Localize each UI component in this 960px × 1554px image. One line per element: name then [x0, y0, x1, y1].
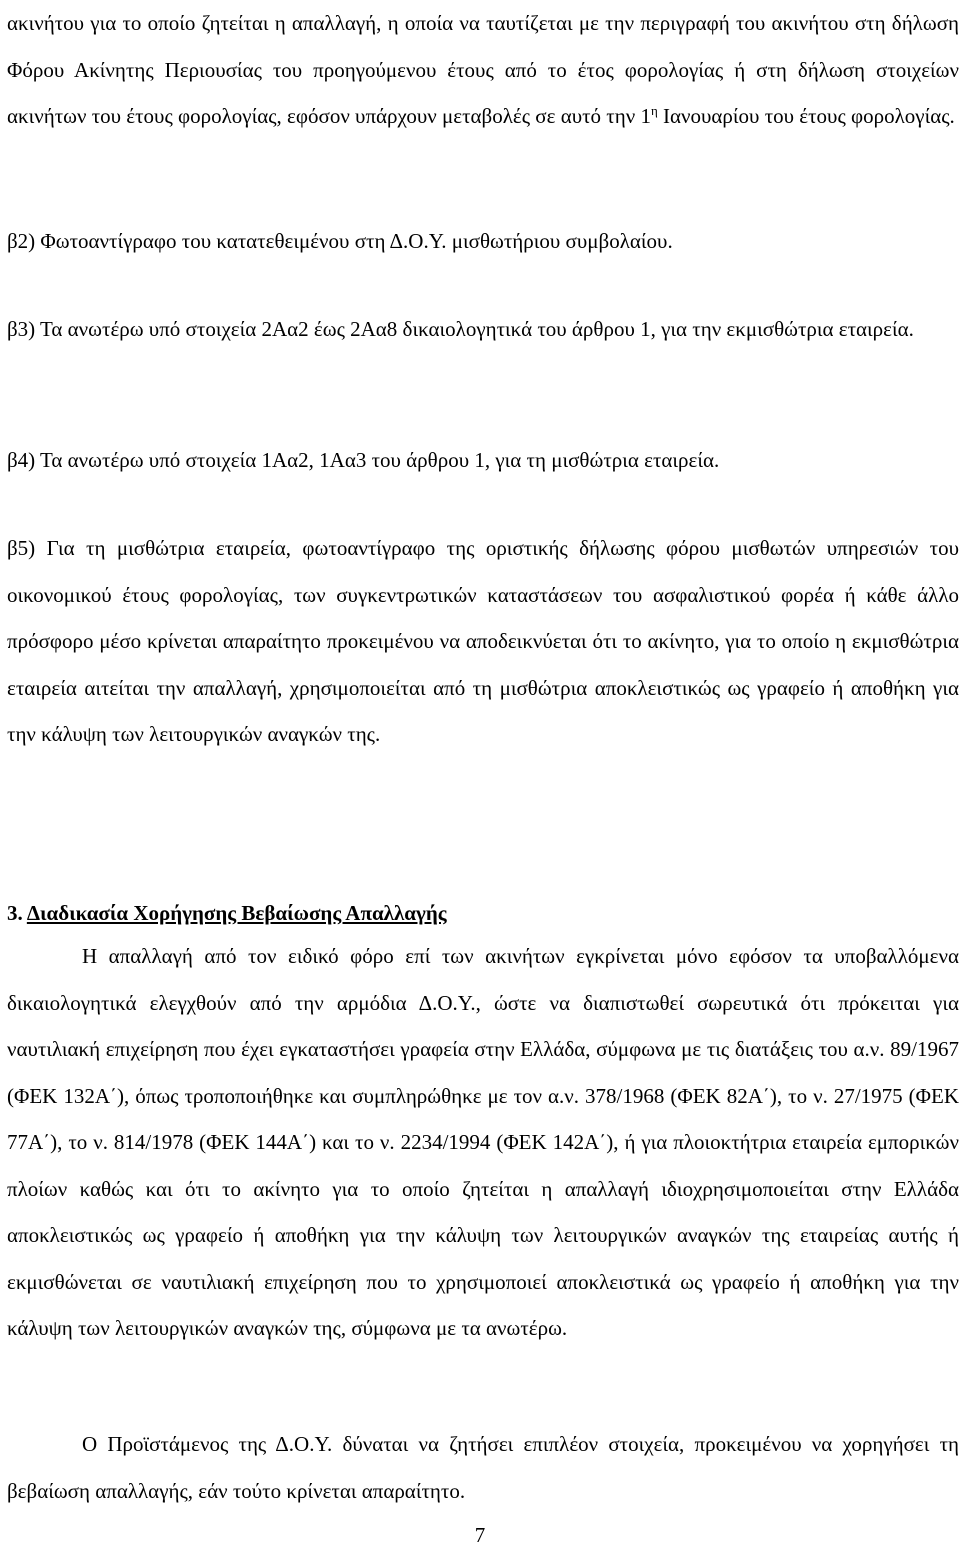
paragraph-b3: β3) Τα ανωτέρω υπό στοιχεία 2Αα2 έως 2Αα8 δικαιολογητικά του άρθρου 1, για την εκμισθώτρια εταιρεία.	[7, 317, 914, 341]
paragraph-b2: β2) Φωτοαντίγραφο του κατατεθειμένου στη Δ.Ο.Υ. μισθωτήριου συμβολαίου.	[7, 229, 673, 253]
paragraph-text-continued: Ιανουαρίου του έτους φορολογίας.	[657, 104, 955, 128]
section-number: 3.	[7, 901, 23, 925]
page-number: 7	[474, 1523, 486, 1547]
paragraph-section-3-body: Η απαλλαγή από τον ειδικό φόρο επί των ακινήτων εγκρίνεται μόνο εφόσον τα υποβαλλόμενα δικαιολογητικά ελεγχθούν από την αρμόδια Δ.Ο.Υ., ώστε να διαπιστωθεί σωρευτικά ότι πρόκειται για ναυτιλιακή επιχείρηση που έχει εγκαταστήσει γραφεία στην Ελλάδα, σύμφωνα με τις διατάξεις του α.ν. 89/1967 (ΦΕΚ 132Α΄), όπως τροποποιήθηκε και συμπληρώθηκε με τον α.ν. 378/1968 (ΦΕΚ 82Α΄), το ν. 27/1975 (ΦΕΚ 77Α΄), το ν. 814/1978 (ΦΕΚ 144Α΄) και το ν. 2234/1994 (ΦΕΚ 142Α΄), ή για πλοιοκτήτρια εταιρεία εμπορικών πλοίων καθώς και ότι το ακίνητο για το οποίο ζητείται η απαλλαγή ιδιοχρησιμοποιείται στην Ελλάδα αποκλειστικώς ως γραφείο ή αποθήκη για την κάλυψη των λειτουργικών αναγκών της εταιρείας αυτής ή εκμισθώνεται σε ναυτιλιακή επιχείρηση που το χρησιμοποιεί αποκλειστικά ως γραφείο ή αποθήκη για την κάλυψη των λειτουργικών αναγκών της, σύμφωνα με τα ανωτέρω.	[7, 944, 959, 1340]
paragraph-final: Ο Προϊστάμενος της Δ.Ο.Υ. δύναται να ζητήσει επιπλέον στοιχεία, προκειμένου να χορηγήσει τη βεβαίωση απαλλαγής, εάν τούτο κρίνεται απαραίτητο.	[7, 1432, 959, 1503]
section-title: Διαδικασία Χορήγησης Βεβαίωσης Απαλλαγής	[26, 901, 447, 925]
paragraph-property-description	[7, 0, 959, 140]
paragraph-text: ακινήτου για το οποίο ζητείται η απαλλαγή, η οποία να ταυτίζεται με την περιγραφή του ακινήτου στη δήλωση Φόρου Ακίνητης Περιουσίας του προηγούμενου έτους από το έτος φορολογίας ή στη δήλωση στοιχείων ακινήτων του έτους φορολογίας, εφόσον υπάρχουν μεταβολές σε αυτό την 1	[7, 11, 959, 128]
section-heading	[7, 890, 447, 937]
ordinal-superscript: η	[650, 103, 658, 118]
paragraph-b5: β5) Για τη μισθώτρια εταιρεία, φωτοαντίγραφο της οριστικής δήλωσης φόρου μισθωτών υπηρεσιών του οικονομικού έτους φορολογίας, των συγκεντρωτικών καταστάσεων του ασφαλιστικού φορέα ή κάθε άλλο πρόσφορο μέσο κρίνεται απαραίτητο προκειμένου να αποδεικνύεται ότι το ακίνητο, για το οποίο η εκμισθώτρια εταιρεία αιτείται την απαλλαγή, χρησιμοποιείται από τη μισθώτρια αποκλειστικώς ως γραφείο ή αποθήκη για την κάλυψη των λειτουργικών αναγκών της.	[7, 536, 959, 746]
paragraph-b4: β4) Τα ανωτέρω υπό στοιχεία 1Αα2, 1Αα3 του άρθρου 1, για τη μισθώτρια εταιρεία.	[7, 448, 720, 472]
